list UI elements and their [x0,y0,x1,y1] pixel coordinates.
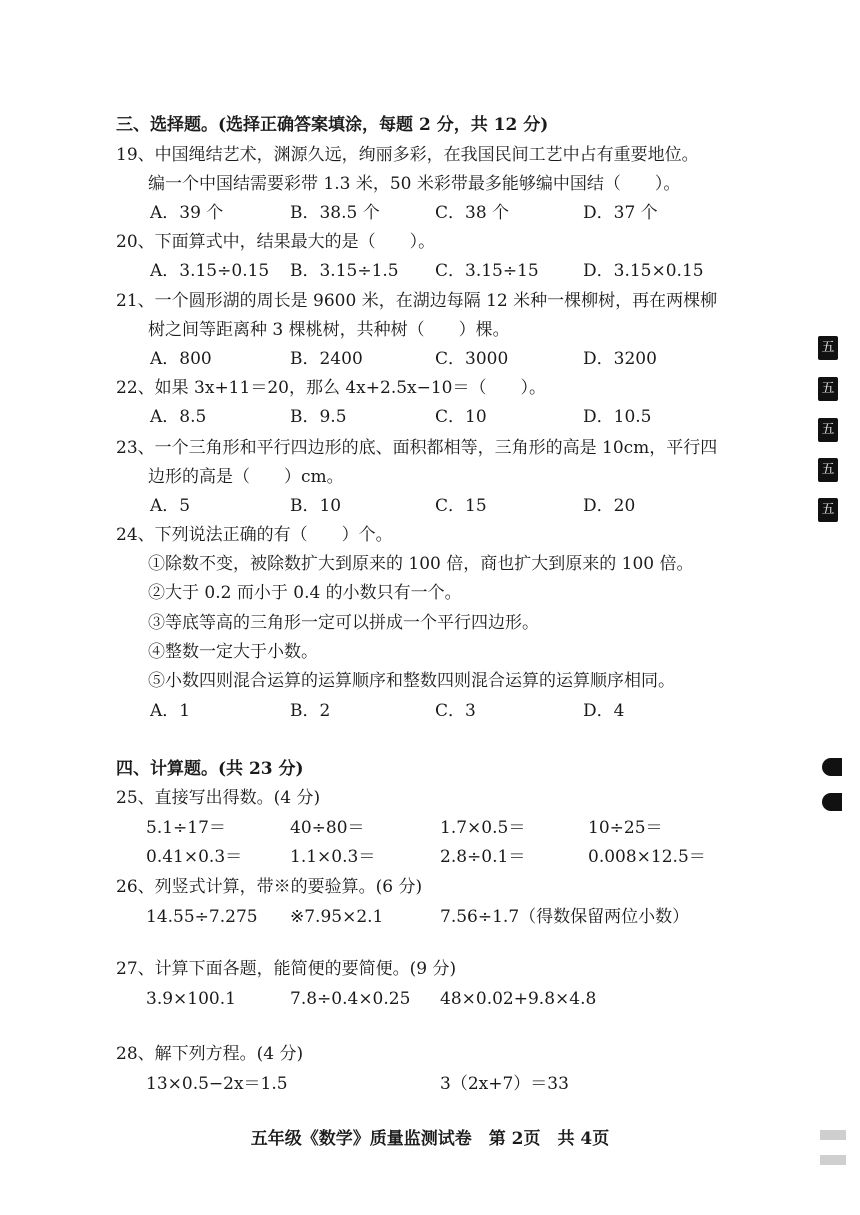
q21-option-d[interactable]: D．3200 [583,349,657,369]
q24-option-a[interactable]: A．1 [150,701,191,721]
side-tab-5: 五 [818,498,838,522]
q27-item-3: 48×0.02+9.8×4.8 [440,989,597,1009]
side-tab-4: 五 [818,458,838,482]
q23-option-b[interactable]: B．10 [290,496,342,516]
q24-statement-4: ④整数一定大于小数。 [148,642,318,662]
q22-option-d[interactable]: D．10.5 [583,407,652,427]
section-title-calculation: 四、计算题。(共 23 分) [116,759,304,779]
q26-item-1: 14.55÷7.275 [146,907,258,927]
q25-item-5: 0.41×0.3＝ [146,847,243,867]
q24-statement-3: ③等底等高的三角形一定可以拼成一个平行四边形。 [148,613,539,633]
question-19-line1: 19、中国绳结艺术，渊源久远，绚丽多彩，在我国民间工艺中占有重要地位。 [116,145,699,165]
q25-item-3: 1.7×0.5＝ [440,818,526,838]
question-21-line1: 21、一个圆形湖的周长是 9600 米，在湖边每隔 12 米种一棵柳树，再在两棵柳 [116,291,718,311]
q19-option-b[interactable]: B．38.5 个 [290,203,380,223]
q25-item-6: 1.1×0.3＝ [290,847,376,867]
q28-item-1: 13×0.5−2x＝1.5 [146,1074,288,1094]
q21-option-b[interactable]: B．2400 [290,349,363,369]
question-28-title: 28、解下列方程。(4 分) [116,1044,304,1064]
q19-option-a[interactable]: A．39 个 [150,203,224,223]
q19-option-d[interactable]: D．37 个 [583,203,658,223]
q24-option-d[interactable]: D．4 [583,701,625,721]
q21-option-c[interactable]: C．3000 [435,349,509,369]
side-tab-3: 五 [818,418,838,442]
side-tab-1: 五 [818,336,838,360]
question-24-line1: 24、下列说法正确的有（ ）个。 [116,525,393,545]
scan-smudge-1 [820,1130,846,1140]
q24-statement-1: ①除数不变，被除数扩大到原来的 100 倍，商也扩大到原来的 100 倍。 [148,554,694,574]
q22-option-a[interactable]: A．8.5 [150,407,207,427]
q24-statement-5: ⑤小数四则混合运算的运算顺序和整数四则混合运算的运算顺序相同。 [148,671,675,691]
q19-option-c[interactable]: C．38 个 [435,203,510,223]
q27-item-2: 7.8÷0.4×0.25 [290,989,411,1009]
side-tab-2: 五 [818,377,838,401]
q20-option-c[interactable]: C．3.15÷15 [435,261,539,281]
question-25-title: 25、直接写出得数。(4 分) [116,788,321,808]
scan-smudge-2 [820,1155,846,1165]
q24-option-b[interactable]: B．2 [290,701,331,721]
q20-option-a[interactable]: A．3.15÷0.15 [150,261,270,281]
question-26-title: 26、列竖式计算，带※的要验算。(6 分) [116,877,423,897]
q25-item-4: 10÷25＝ [588,818,663,838]
q23-option-a[interactable]: A．5 [150,496,191,516]
q20-option-d[interactable]: D．3.15×0.15 [583,261,704,281]
q23-option-d[interactable]: D．20 [583,496,636,516]
q25-item-1: 5.1÷17＝ [146,818,226,838]
question-21-line2: 树之间等距离种 3 棵桃树，共种树（ ）棵。 [148,320,510,340]
page-footer: 五年级《数学》质量监测试卷 第 2页 共 4页 [250,1129,610,1149]
q26-item-3: 7.56÷1.7（得数保留两位小数） [440,907,690,927]
q26-item-2: ※7.95×2.1 [290,907,384,927]
q20-option-b[interactable]: B．3.15÷1.5 [290,261,399,281]
q27-item-1: 3.9×100.1 [146,989,236,1009]
q24-statement-2: ②大于 0.2 而小于 0.4 的小数只有一个。 [148,583,462,603]
q22-option-c[interactable]: C．10 [435,407,487,427]
q23-option-c[interactable]: C．15 [435,496,487,516]
q25-item-8: 0.008×12.5＝ [588,847,706,867]
q22-option-b[interactable]: B．9.5 [290,407,347,427]
q25-item-2: 40÷80＝ [290,818,365,838]
question-27-title: 27、计算下面各题，能简便的要简便。(9 分) [116,959,457,979]
binding-hole-2 [822,793,842,811]
question-20-line1: 20、下面算式中，结果最大的是（ ）。 [116,232,436,252]
q21-option-a[interactable]: A．800 [150,349,212,369]
question-22-line1: 22、如果 3x+11＝20，那么 4x+2.5x−10＝（ ）。 [116,378,546,398]
question-19-line2: 编一个中国结需要彩带 1.3 米，50 米彩带最多能够编中国结（ ）。 [148,174,681,194]
question-23-line2: 边形的高是（ ）cm。 [148,467,344,487]
binding-hole-1 [822,758,842,776]
q25-item-7: 2.8÷0.1＝ [440,847,526,867]
q24-option-c[interactable]: C．3 [435,701,476,721]
q28-item-2: 3（2x+7）＝33 [440,1074,569,1094]
section-title-choice: 三、选择题。(选择正确答案填涂，每题 2 分，共 12 分) [116,115,549,135]
question-23-line1: 23、一个三角形和平行四边形的底、面积都相等，三角形的高是 10cm，平行四 [116,438,718,458]
